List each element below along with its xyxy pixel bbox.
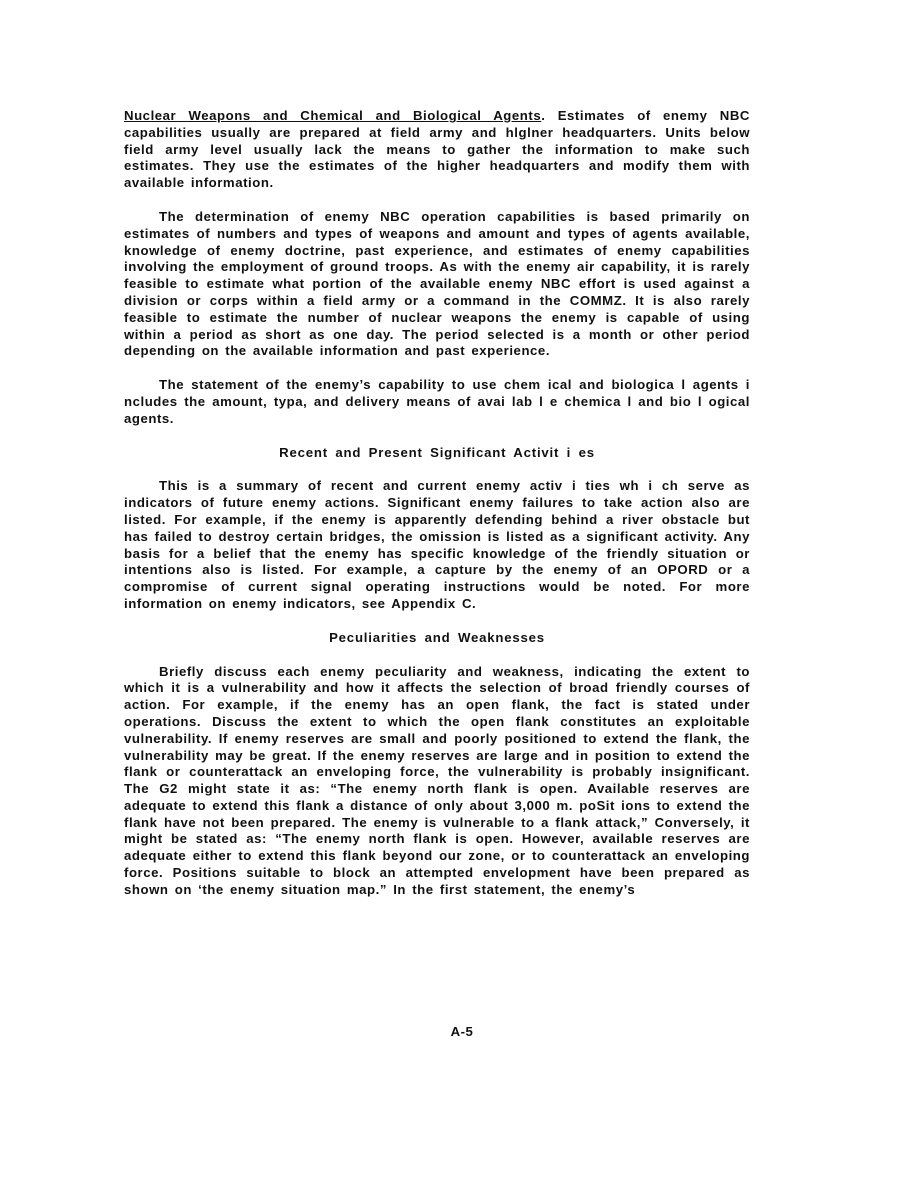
paragraph-spacer (124, 613, 750, 630)
paragraph-spacer (124, 428, 750, 445)
nbc-chemical-biological-paragraph: The statement of the enemy’s capability to use chem ical and biologica l agents i ncludes the amount, typa, and delivery means of avai lab l e chemica l and bio l ogical agents. (124, 377, 750, 426)
peculiarities-paragraph: Briefly discuss each enemy peculiarity and weakness, indicating the extent to which it is a vulnerability and how it affects the selection of broad friendly courses of action. For example, if the enemy has an open flank, the fact is stated under operations. Discuss the extent to which the open flank constitutes an exploitable vulnerability. If enemy reserves are small and poorly positioned to extend the flank, the vulnerability may be great. If the enemy reserves are large and in position to extend the flank or counterattack an enveloping force, the vulnerability is probably insignificant. The G2 might state it as: “The enemy north flank is open. Available reserves are adequate to extend this flank a distance of only about 3,000 m. poSit ions to extend the flank have not been prepared. The enemy is vulnerable to a flank attack,” Conversely, it might be stated as: “The enemy north flank is open. However, available reserves are adequate either to extend this flank beyond our zone, or to counterattack an enveloping force. Positions suitable to block an attempted envelopment have been prepared as shown on ‘the enemy situation map.” In the first statement, the enemy’s (124, 663, 750, 897)
nbc-determination-paragraph: The determination of enemy NBC operation capabilities is based primarily on estimates of numbers and types of weapons and amount and types of agents available, knowledge of enemy doctrine, past experience, and estimates of enemy capabilities involving the employment of ground troops. As with the enemy air capability, it is rarely feasible to estimate what portion of the available enemy NBC effort is used against a division or corps within a field army or a command in the COMMZ. It is also rarely feasible to estimate the number of nuclear weapons the enemy is capable of using within a period as short as one day. The period selected is a month or other period depending on the available information and past experience. (124, 208, 750, 359)
paragraph-spacer (124, 192, 750, 209)
paragraph-spacer (124, 360, 750, 377)
activities-heading: Recent and Present Significant Activit i es (279, 444, 595, 460)
peculiarities-heading: Peculiarities and Weaknesses (329, 629, 545, 645)
document-body (124, 108, 750, 899)
nbc-lead-period: . (541, 108, 546, 123)
nbc-intro-paragraph (124, 108, 750, 192)
page-number: A-5 (450, 1024, 474, 1039)
activities-paragraph: This is a summary of recent and current enemy activ i ties wh i ch serve as indicators of future enemy actions. Significant enemy failures to take action also are listed. For example, if the enemy is apparently defending behind a river obstacle but has failed to destroy certain bridges, the omission is listed as a significant activity. Any basis for a belief that the enemy has specific knowledge of the friendly situation or intentions also is listed. For example, a capture by the enemy of an OPORD or a compromise of current signal operating instructions would be noted. For more information on enemy indicators, see Appendix C. (124, 478, 750, 611)
paragraph-spacer (124, 647, 750, 664)
paragraph-spacer (124, 461, 750, 478)
nbc-section-lead-title: Nuclear Weapons and Chemical and Biological Agents (124, 108, 542, 123)
nbc-intro-text: Estimates of enemy NBC capabilities usually are prepared at field army and hlglner headquarters. Units below field army level usually lack the means to gather the information to make such estimates. They use the estimates of the higher headquarters and modify them with available information. (124, 108, 751, 191)
